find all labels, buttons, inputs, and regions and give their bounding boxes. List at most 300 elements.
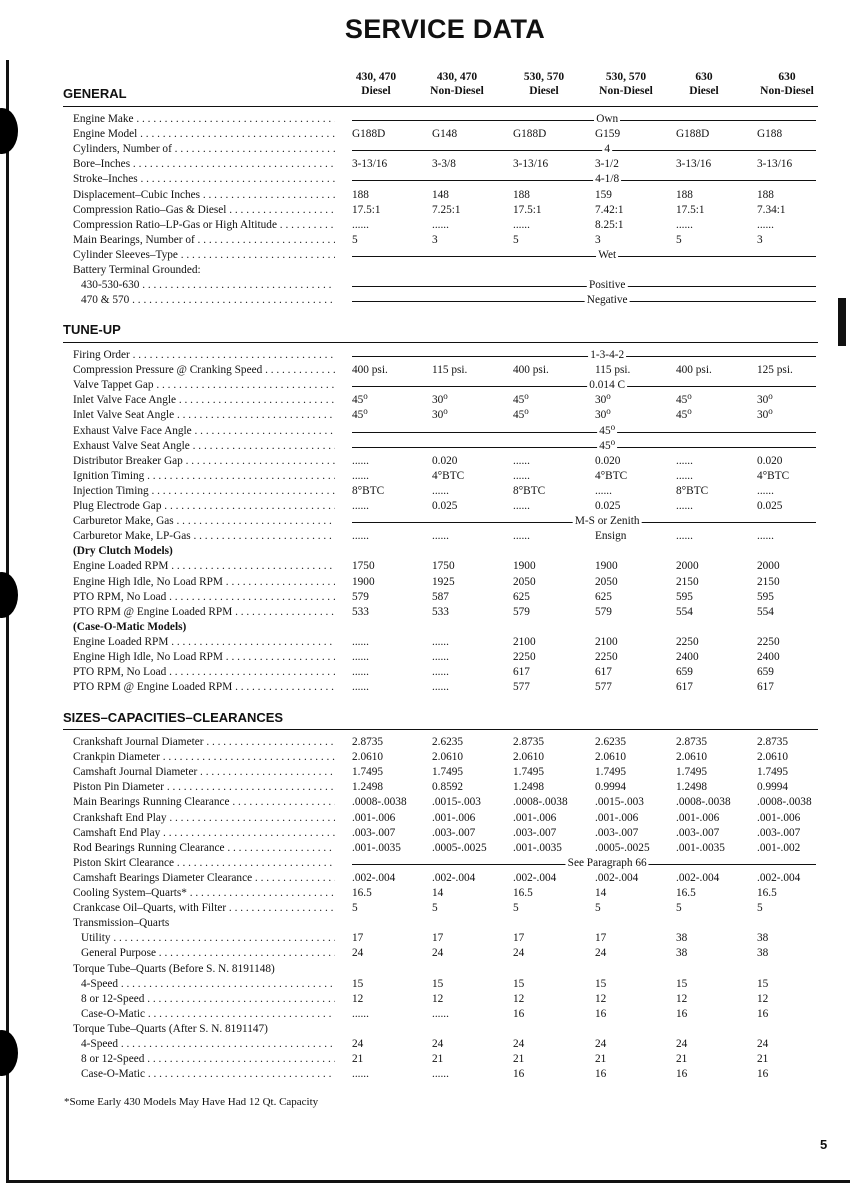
- table-cell: 1900: [352, 575, 375, 588]
- span-text: M-S or Zenith: [574, 515, 640, 528]
- table-cell: 45$^o$: [352, 391, 368, 407]
- table-cell: 16: [676, 1068, 688, 1081]
- table-cell: 7.42:1: [595, 203, 624, 216]
- table-cell: 0.025: [595, 500, 621, 512]
- row-label: Compression Ratio–LP-Gas or High Altitude . . .: [73, 218, 335, 233]
- table-cell: .001-.006: [432, 811, 476, 824]
- table-cell: 1.7495: [513, 766, 545, 779]
- table-cell: 1.7495: [676, 766, 708, 779]
- table-cell: .002-.004: [676, 871, 720, 884]
- table-cell: 3: [595, 233, 601, 246]
- row-label: PTO RPM @ Engine Loaded RPM . . .: [73, 605, 335, 620]
- table-cell: 2100: [595, 635, 618, 648]
- table-cell: G159: [595, 128, 621, 141]
- span-text: See Paragraph 66: [567, 856, 647, 869]
- degree-sign: o: [687, 391, 692, 402]
- table-cell: .001-.006: [676, 811, 720, 824]
- table-cell: 16.5: [513, 887, 533, 899]
- spanning-value: [352, 112, 816, 127]
- table-cell: .001-.006: [757, 811, 801, 824]
- table-cell: 3-13/16: [757, 158, 793, 171]
- table-cell: ......: [352, 469, 369, 482]
- table-cell: 8°BTC: [513, 484, 546, 497]
- table-cell: 188: [757, 188, 774, 201]
- table-cell: 159: [595, 188, 612, 201]
- row-label: Engine Make . . .: [73, 112, 335, 127]
- table-cell: 5: [513, 233, 519, 246]
- table-cell: 45$^o$: [352, 406, 368, 422]
- table-cell: 2250: [757, 635, 780, 648]
- span-line: [352, 286, 816, 287]
- table-cell: 38: [676, 932, 688, 945]
- table-cell: 15: [352, 977, 364, 990]
- table-cell: 2.8735: [513, 736, 545, 748]
- table-cell: 24: [595, 1038, 607, 1050]
- row-label: 4-Speed . . .: [81, 977, 335, 992]
- table-cell: 30$^o$: [595, 406, 611, 422]
- column-header: [732, 70, 842, 98]
- table-cell: 15: [676, 977, 688, 990]
- table-cell: 3-13/16: [513, 158, 549, 171]
- table-cell: .0005-.0025: [432, 841, 487, 854]
- row-label: Engine Loaded RPM . . .: [73, 635, 335, 650]
- table-cell: 21: [757, 1053, 769, 1066]
- column-type: Non-Diesel: [430, 85, 484, 97]
- table-cell: .001-.002: [757, 841, 801, 854]
- span-text: 4-1/8: [595, 173, 620, 186]
- table-cell: 16.5: [352, 887, 372, 899]
- table-cell: 7.34:1: [757, 203, 786, 216]
- row-label: Crankshaft Journal Diameter . . .: [73, 735, 335, 750]
- row-label: Piston Pin Diameter . . .: [73, 780, 335, 795]
- table-cell: 579: [595, 605, 612, 618]
- span-text: Negative: [586, 294, 628, 307]
- spanning-value: [352, 248, 816, 263]
- table-cell: 16: [513, 1068, 525, 1081]
- table-cell: 3: [432, 233, 438, 246]
- table-cell: 16: [513, 1007, 525, 1020]
- table-cell: ......: [352, 1068, 369, 1081]
- table-cell: 2000: [676, 560, 699, 573]
- table-cell: .003-.007: [757, 826, 801, 839]
- table-cell: 1.2498: [676, 781, 708, 794]
- table-cell: .0008-.0038: [757, 796, 812, 809]
- table-cell: 14: [432, 887, 444, 899]
- table-cell: 188: [676, 188, 693, 201]
- table-cell: 4°BTC: [595, 469, 628, 482]
- page-number: 5: [820, 1137, 828, 1152]
- table-cell: G188D: [513, 128, 547, 141]
- table-cell: 2000: [757, 560, 780, 573]
- table-cell: 16: [757, 1007, 769, 1020]
- span-line: [352, 180, 816, 181]
- table-cell: .002-.004: [757, 871, 801, 884]
- span-text: 0.014 C: [589, 379, 626, 392]
- table-cell: 2.8735: [676, 736, 708, 748]
- table-cell: 1.7495: [595, 766, 627, 779]
- table-cell: 625: [513, 590, 530, 603]
- table-cell: 5: [352, 233, 358, 246]
- table-cell: 148: [432, 188, 449, 201]
- table-cell: 16: [676, 1007, 688, 1020]
- table-cell: 16.5: [757, 887, 777, 899]
- table-cell: 21: [432, 1053, 444, 1066]
- spanning-value: [352, 378, 816, 393]
- table-cell: ......: [513, 454, 530, 467]
- table-cell: ......: [513, 530, 530, 543]
- table-cell: G188: [757, 128, 783, 141]
- row-label: Piston Skirt Clearance . . .: [73, 856, 335, 871]
- table-cell: 21: [595, 1053, 607, 1066]
- row-label: Injection Timing . . .: [73, 484, 335, 499]
- table-cell: .001-.0035: [513, 841, 562, 854]
- spanning-value: [352, 293, 816, 308]
- table-cell: ......: [432, 681, 449, 694]
- degree-sign: o: [443, 406, 448, 417]
- table-cell: 7.25:1: [432, 203, 461, 216]
- table-cell: ......: [432, 484, 449, 497]
- table-cell: 2.8735: [757, 736, 789, 748]
- section-title: SIZES–CAPACITIES–CLEARANCES: [63, 710, 284, 725]
- table-cell: ......: [352, 635, 369, 648]
- table-cell: ......: [352, 454, 369, 467]
- table-cell: 0.020: [595, 454, 621, 467]
- spanning-value: [352, 278, 816, 293]
- table-cell: 0.020: [757, 454, 783, 467]
- row-label: Engine Model . . .: [73, 127, 335, 142]
- column-model: 630: [778, 71, 796, 83]
- table-cell: 2.0610: [757, 751, 789, 764]
- row-label: Main Bearings, Number of . . .: [73, 233, 335, 248]
- table-cell: ......: [432, 218, 449, 231]
- table-cell: 1900: [513, 560, 536, 573]
- table-cell: ......: [352, 651, 369, 663]
- table-cell: 554: [676, 605, 693, 618]
- table-cell: .003-.007: [595, 826, 639, 839]
- row-label: Exhaust Valve Face Angle . . .: [73, 424, 335, 439]
- table-cell: .0008-.0038: [352, 796, 407, 809]
- row-label: Plug Electrode Gap . . .: [73, 499, 335, 514]
- row-label: Torque Tube–Quarts (After S. N. 8191147): [73, 1022, 268, 1035]
- section-rule: [63, 106, 818, 107]
- spanning-value: [352, 421, 816, 439]
- table-cell: 554: [757, 605, 774, 618]
- table-cell: 5: [676, 902, 682, 915]
- table-cell: 0.9994: [757, 781, 789, 794]
- table-cell: 1.2498: [513, 781, 545, 794]
- column-type: Non-Diesel: [599, 85, 653, 97]
- table-cell: ......: [432, 651, 449, 663]
- table-cell: 15: [595, 977, 607, 990]
- table-cell: 17: [432, 932, 444, 945]
- table-cell: 188: [513, 188, 530, 201]
- row-label: Torque Tube–Quarts (Before S. N. 8191148): [73, 962, 275, 975]
- table-cell: 38: [757, 932, 769, 945]
- table-cell: .002-.004: [352, 871, 396, 884]
- table-cell: 4°BTC: [757, 469, 790, 482]
- table-cell: 5: [352, 902, 358, 915]
- table-cell: 45$^o$: [513, 391, 529, 407]
- table-cell: 0.020: [432, 454, 458, 467]
- row-label: Engine High Idle, No Load RPM . . .: [73, 575, 335, 590]
- binder-hole-icon: [0, 108, 18, 154]
- table-cell: 38: [676, 947, 688, 960]
- span-line: [352, 447, 816, 448]
- table-cell: 2050: [595, 575, 618, 588]
- page-title: SERVICE DATA: [344, 14, 546, 44]
- table-cell: .001-.0035: [676, 841, 725, 854]
- table-cell: 24: [352, 947, 364, 960]
- table-cell: 38: [757, 947, 769, 960]
- table-cell: 17: [352, 932, 364, 945]
- table-cell: 15: [757, 977, 769, 990]
- table-cell: 2.0610: [352, 751, 384, 764]
- table-cell: 577: [513, 681, 530, 694]
- table-cell: 15: [513, 977, 525, 990]
- table-cell: .0015-.003: [595, 796, 644, 809]
- row-label: 8 or 12-Speed . . .: [81, 992, 335, 1007]
- row-label: Cylinder Sleeves–Type . . .: [73, 248, 335, 263]
- row-label: Valve Tappet Gap . . .: [73, 378, 335, 393]
- table-cell: 12: [595, 992, 607, 1005]
- table-cell: ......: [676, 454, 693, 467]
- table-cell: 0.025: [757, 500, 783, 512]
- table-cell: 400 psi.: [352, 364, 388, 377]
- table-cell: 24: [432, 1038, 444, 1050]
- table-cell: 24: [352, 1038, 364, 1050]
- table-cell: ......: [513, 500, 530, 512]
- row-label: Bore–Inches . . .: [73, 157, 335, 172]
- table-cell: 617: [757, 681, 774, 694]
- table-cell: 2150: [757, 575, 780, 588]
- table-cell: 659: [676, 666, 693, 679]
- column-model: 430, 470: [355, 71, 397, 83]
- table-cell: 12: [432, 992, 444, 1005]
- table-cell: 14: [595, 887, 607, 899]
- row-label: Engine High Idle, No Load RPM . . .: [73, 650, 335, 665]
- table-cell: .002-.004: [513, 871, 557, 884]
- row-label: (Dry Clutch Models): [73, 545, 173, 558]
- table-cell: ......: [757, 484, 774, 497]
- table-cell: 16: [595, 1068, 607, 1081]
- table-cell: ......: [432, 1007, 449, 1020]
- column-model: 530, 570: [523, 71, 565, 83]
- table-cell: 15: [432, 977, 444, 990]
- table-cell: 5: [513, 902, 519, 915]
- table-cell: 2.6235: [432, 736, 464, 748]
- table-cell: 21: [513, 1053, 525, 1066]
- table-cell: ......: [352, 1007, 369, 1020]
- row-label: Case-O-Matic . . .: [81, 1067, 335, 1082]
- row-label: Utility . . .: [81, 931, 335, 946]
- span-text: Wet: [598, 248, 617, 261]
- table-cell: 625: [595, 590, 612, 603]
- spanning-value: [352, 348, 816, 363]
- table-cell: ......: [676, 530, 693, 543]
- table-cell: .001-.006: [595, 811, 639, 824]
- row-label: Rod Bearings Running Clearance . . .: [73, 841, 335, 856]
- table-cell: 17.5:1: [513, 203, 542, 216]
- section-rule: [63, 729, 818, 730]
- table-cell: 577: [595, 681, 612, 694]
- column-model: 530, 570: [605, 71, 647, 83]
- table-cell: 17.5:1: [352, 203, 381, 216]
- table-cell: 5: [676, 233, 682, 246]
- row-label: (Case-O-Matic Models): [73, 620, 187, 633]
- table-cell: 2.6235: [595, 736, 627, 748]
- degree-sign: o: [687, 406, 692, 417]
- table-cell: 3-13/16: [676, 158, 712, 171]
- table-cell: 2.0610: [513, 751, 545, 764]
- degree-sign: o: [610, 436, 616, 447]
- table-cell: 115 psi.: [432, 364, 468, 377]
- span-text: 1-3-4-2: [590, 349, 625, 361]
- degree-sign: o: [443, 391, 448, 402]
- row-label: Ignition Timing . . .: [73, 469, 335, 484]
- degree-sign: o: [524, 391, 529, 402]
- span-text: Positive: [588, 279, 626, 292]
- table-cell: 617: [595, 666, 612, 679]
- table-cell: ......: [432, 530, 449, 543]
- span-line: [352, 256, 816, 257]
- spanning-value: [352, 436, 816, 454]
- table-cell: 24: [432, 947, 444, 960]
- table-cell: ......: [432, 1068, 449, 1081]
- column-type: Diesel: [529, 85, 559, 97]
- row-label: Cylinders, Number of . . .: [73, 142, 335, 157]
- table-cell: 2.8735: [352, 736, 384, 748]
- degree-sign: o: [768, 406, 773, 417]
- table-cell: 16: [757, 1068, 769, 1081]
- table-cell: 3: [757, 233, 763, 246]
- table-cell: ......: [352, 681, 369, 694]
- table-cell: .002-.004: [595, 871, 639, 884]
- binder-hole-icon: [0, 1030, 18, 1076]
- degree-sign: o: [606, 391, 611, 402]
- column-model: 430, 470: [436, 71, 478, 83]
- table-cell: 3-13/16: [352, 158, 388, 171]
- degree-sign: o: [363, 406, 368, 417]
- spanning-value: [352, 172, 816, 187]
- row-label: Compression Pressure @ Cranking Speed . . .: [73, 363, 335, 378]
- table-cell: ......: [352, 500, 369, 512]
- table-cell: 2250: [513, 651, 536, 663]
- row-label: Compression Ratio–Gas & Diesel . . .: [73, 203, 335, 218]
- row-label: PTO RPM, No Load . . .: [73, 590, 335, 605]
- table-cell: ......: [676, 469, 693, 482]
- row-label: Firing Order . . .: [73, 348, 335, 363]
- table-cell: 2150: [676, 575, 699, 588]
- table-cell: ......: [757, 530, 774, 543]
- row-label: Camshaft End Play . . .: [73, 826, 335, 841]
- table-cell: 1.7495: [432, 766, 464, 779]
- table-cell: 16.5: [676, 887, 696, 899]
- section-rule: [63, 342, 818, 343]
- row-label: Crankshaft End Play . . .: [73, 811, 335, 826]
- table-cell: 0.8592: [432, 781, 464, 794]
- span-line: [352, 432, 816, 433]
- degree-sign: o: [606, 406, 611, 417]
- table-cell: 659: [757, 666, 774, 679]
- table-cell: 1900: [595, 560, 618, 573]
- table-cell: 1.2498: [352, 781, 384, 794]
- row-label: Cooling System–Quarts* . . .: [73, 886, 335, 901]
- table-cell: 12: [352, 992, 364, 1005]
- table-cell: 3-1/2: [595, 158, 619, 171]
- row-label: 430-530-630 . . .: [81, 278, 335, 293]
- page-edge-mark: [838, 298, 846, 346]
- table-cell: 2.0610: [676, 751, 708, 764]
- table-cell: 24: [513, 1038, 525, 1050]
- row-label: Battery Terminal Grounded:: [73, 264, 201, 276]
- row-label: Carburetor Make, Gas . . .: [73, 514, 335, 529]
- table-cell: .0015-.003: [432, 796, 481, 809]
- column-model: 630: [695, 71, 713, 83]
- section-title: GENERAL: [63, 86, 127, 101]
- row-label: Transmission–Quarts: [73, 917, 170, 930]
- table-cell: 2250: [676, 635, 699, 648]
- degree-sign: o: [610, 421, 616, 432]
- table-cell: 45$^o$: [676, 391, 692, 407]
- row-label: 470 & 570 . . .: [81, 293, 335, 308]
- table-cell: 579: [352, 590, 369, 603]
- table-cell: 1.7495: [757, 766, 789, 779]
- table-cell: 24: [676, 1038, 688, 1050]
- table-cell: ......: [352, 666, 369, 679]
- row-label: 4-Speed . . .: [81, 1037, 335, 1052]
- span-text: 4: [604, 143, 611, 156]
- row-label: General Purpose . . .: [81, 946, 335, 961]
- table-cell: G188D: [352, 128, 386, 141]
- table-cell: ......: [676, 500, 693, 512]
- spanning-value: [352, 514, 816, 529]
- table-cell: Ensign: [595, 530, 627, 543]
- table-cell: 21: [676, 1053, 688, 1066]
- span-line: [352, 150, 816, 151]
- table-cell: 400 psi.: [513, 364, 549, 377]
- span-text: 45$^o$: [599, 436, 616, 452]
- binder-hole-icon: [0, 572, 18, 618]
- table-cell: 125 psi.: [757, 364, 793, 377]
- table-cell: 5: [595, 902, 601, 915]
- footnote: *Some Early 430 Models May Have Had 12 Qt. Capacity: [64, 1096, 319, 1108]
- table-cell: 8.25:1: [595, 218, 624, 231]
- table-cell: 3-3/8: [432, 158, 456, 171]
- table-cell: .003-.007: [352, 826, 396, 839]
- table-cell: 1925: [432, 575, 455, 588]
- table-cell: ......: [352, 530, 369, 543]
- section-title: TUNE-UP: [63, 322, 121, 337]
- table-cell: 17: [513, 932, 525, 945]
- row-label: Camshaft Bearings Diameter Clearance . . .: [73, 871, 335, 886]
- table-cell: 2400: [676, 651, 699, 663]
- table-cell: 12: [513, 992, 525, 1005]
- row-label: PTO RPM @ Engine Loaded RPM . . .: [73, 680, 335, 695]
- table-cell: 17.5:1: [676, 203, 705, 216]
- spanning-value: [352, 142, 816, 157]
- table-cell: 0.025: [432, 500, 458, 512]
- table-cell: ......: [352, 218, 369, 231]
- row-label: Camshaft Journal Diameter . . .: [73, 765, 335, 780]
- table-cell: .001-.006: [352, 811, 396, 824]
- column-type: Diesel: [361, 85, 391, 97]
- table-cell: 115 psi.: [595, 364, 631, 377]
- table-cell: 595: [757, 590, 774, 603]
- table-cell: 1.7495: [352, 766, 384, 779]
- table-cell: 5: [432, 902, 438, 915]
- table-cell: 30$^o$: [432, 391, 448, 407]
- column-type: Diesel: [689, 85, 719, 97]
